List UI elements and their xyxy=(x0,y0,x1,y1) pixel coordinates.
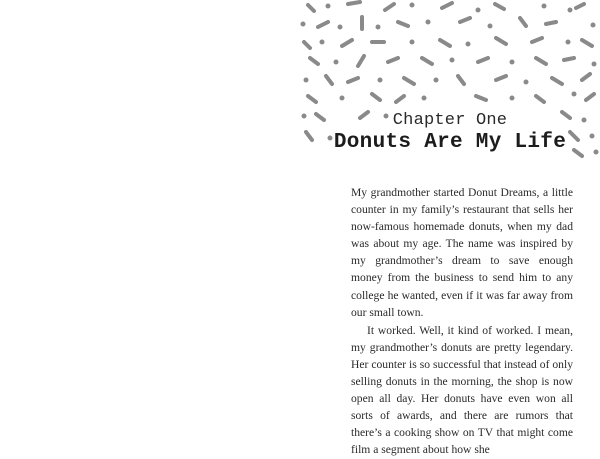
paragraph-2: It worked. Well, it kind of worked. I mean, my grandmother’s donuts are pretty legendary. Her counter is so successful that instead of only selling donuts in the morning, the shop is now open all day. Her donuts have even won all sorts of awards, and there are rumors that there’s a cooking show on TV that might come film a segment about how she xyxy=(351,323,573,457)
paragraph-1: My grandmother started Donut Dreams, a little counter in my family’s restaurant that sells her now-famous homemade donuts, when my dad was about my age. The name was inspired by my grandmother’s dream to save enough money from the business to send him to any college he wanted, even if it was far away from our small town. xyxy=(351,186,573,319)
chapter-title: Donuts Are My Life xyxy=(333,131,567,154)
chapter-label: Chapter One xyxy=(392,111,508,130)
chapter-body xyxy=(351,184,573,459)
